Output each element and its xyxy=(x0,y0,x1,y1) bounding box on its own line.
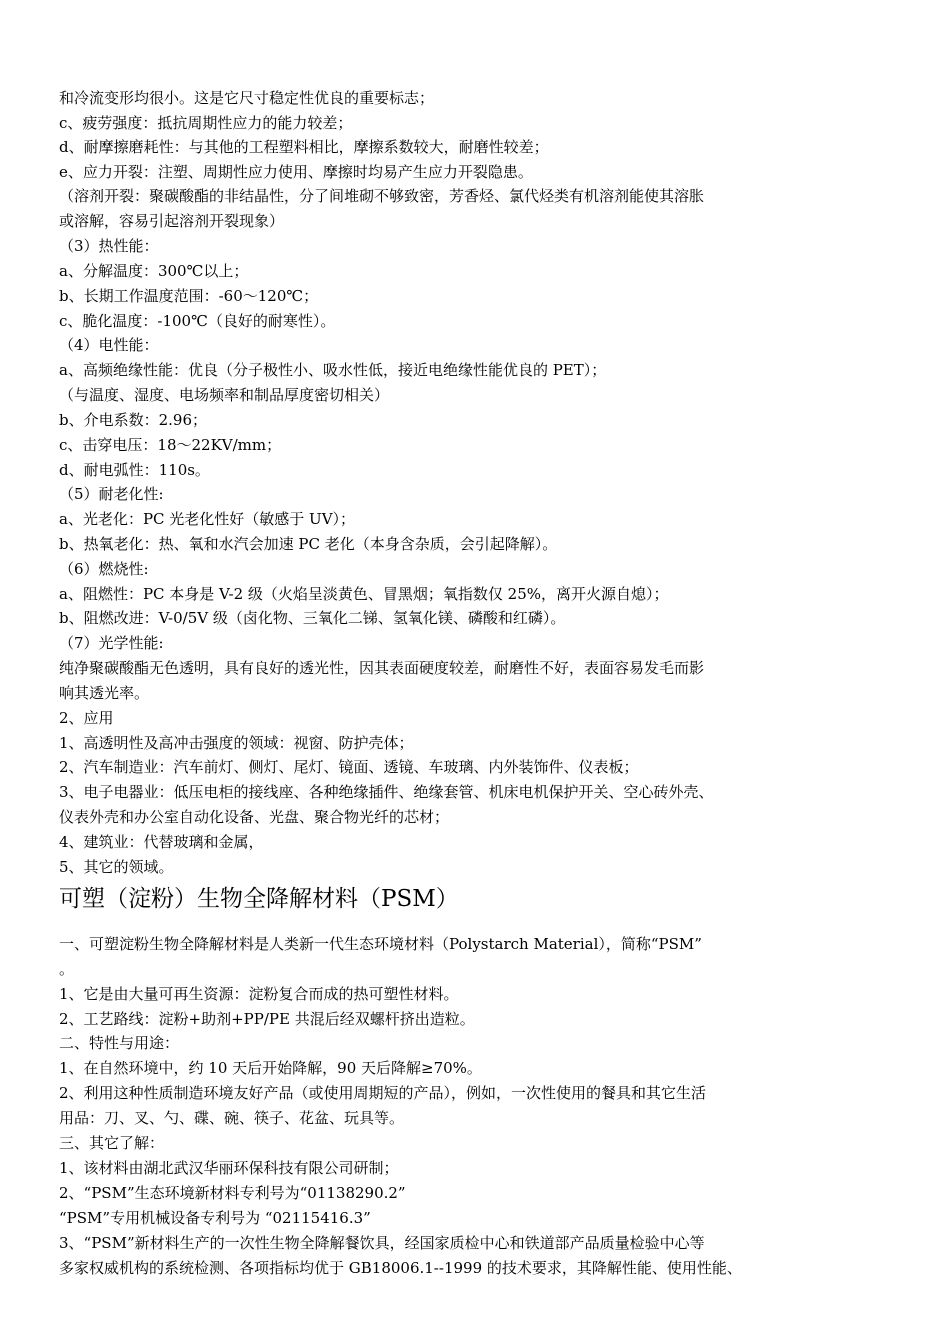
text-line: 或溶解，容易引起溶剂开裂现象） xyxy=(59,212,285,230)
text-line: e、应力开裂：注塑、周期性应力使用、摩擦时均易产生应力开裂隐患。 xyxy=(59,163,533,181)
text-line: 。 xyxy=(59,960,75,978)
text-line: 2、应用 xyxy=(59,709,114,727)
text-line: 多家权威机构的系统检测、各项指标均优于 GB18006.1--1999 的技术要求，其降解性能、使用性能、 xyxy=(59,1259,742,1277)
text-line: “PSM”专用机械设备专利号为 “02115416.3” xyxy=(59,1209,371,1227)
text-line: 2、汽车制造业：汽车前灯、侧灯、尾灯、镜面、透镜、车玻璃、内外装饰件、仪表板； xyxy=(59,758,639,776)
text-line: 一、可塑淀粉生物全降解材料是人类新一代生态环境材料（Polystarch Material），简称“PSM” xyxy=(59,935,702,953)
text-line: b、热氧老化：热、氧和水汽会加速 PC 老化（本身含杂质，会引起降解）。 xyxy=(59,535,558,553)
text-line: 纯净聚碳酸酯无色透明，具有良好的透光性，因其表面硬度较差，耐磨性不好，表面容易发毛而影 xyxy=(59,659,705,677)
text-line: （3）热性能： xyxy=(59,237,159,255)
text-line: b、阻燃改进：V-0/5V 级（卤化物、三氧化二锑、氢氧化镁、磷酸和红磷）。 xyxy=(59,609,566,627)
text-line: 二、特性与用途： xyxy=(59,1034,180,1052)
text-line: 4、建筑业：代替玻璃和金属， xyxy=(59,833,264,851)
text-line: 1、该材料由湖北武汉华丽环保科技有限公司研制； xyxy=(59,1159,399,1177)
text-line: b、介电系数：2.96； xyxy=(59,411,208,429)
text-line: 1、它是由大量可再生资源：淀粉复合而成的热可塑性材料。 xyxy=(59,985,459,1003)
text-line: d、耐电弧性：110s。 xyxy=(59,461,210,479)
text-line: 和冷流变形均很小。这是它尺寸稳定性优良的重要标志； xyxy=(59,89,435,107)
text-line: 2、“PSM”生态环境新材料专利号为“01138290.2” xyxy=(59,1184,406,1202)
text-line: 3、“PSM”新材料生产的一次性生物全降解餐饮具，经国家质检中心和铁道部产品质量检验中心等 xyxy=(59,1234,705,1252)
text-line: （5）耐老化性: xyxy=(59,485,164,503)
text-line: （与温度、湿度、电场频率和制品厚度密切相关） xyxy=(59,386,390,404)
text-line: 仪表外壳和办公室自动化设备、光盘、聚合物光纤的芯材； xyxy=(59,808,450,826)
text-line: c、脆化温度：-100℃（良好的耐寒性）。 xyxy=(59,312,336,330)
text-line: 用品：刀、叉、勺、碟、碗、筷子、花盆、玩具等。 xyxy=(59,1109,405,1127)
text-line: 3、电子电器业：低压电柜的接线座、各种绝缘插件、绝缘套管、机床电机保护开关、空心砖外壳、 xyxy=(59,783,714,801)
text-line: 响其透光率。 xyxy=(59,684,150,702)
text-line: a、高频绝缘性能：优良（分子极性小、吸水性低，接近电绝缘性能优良的 PET）； xyxy=(59,361,607,379)
text-line: 5、其它的领域。 xyxy=(59,858,174,876)
text-line: （溶剂开裂：聚碳酸酯的非结晶性，分了间堆砌不够致密，芳香烃、氯代烃类有机溶剂能使其溶胀 xyxy=(59,187,705,205)
text-line: a、分解温度：300℃以上； xyxy=(59,262,249,280)
text-line: a、光老化：PC 光老化性好（敏感于 UV）； xyxy=(59,510,356,528)
text-line: （7）光学性能: xyxy=(59,634,164,652)
section-title: 可塑（淀粉）生物全降解材料（PSM） xyxy=(59,886,459,912)
text-line: （6）燃烧性: xyxy=(59,560,149,578)
text-line: 1、高透明性及高冲击强度的领域：视窗、防护壳体； xyxy=(59,734,414,752)
text-line: b、长期工作温度范围：-60～120℃； xyxy=(59,287,319,305)
text-line: （4）电性能： xyxy=(59,336,159,354)
text-line: 三、其它了解： xyxy=(59,1134,165,1152)
text-line: 2、利用这种性质制造环境友好产品（或使用周期短的产品），例如，一次性使用的餐具和其它生活 xyxy=(59,1084,707,1102)
text-line: c、击穿电压：18～22KV/mm； xyxy=(59,436,282,454)
text-line: a、阻燃性：PC 本身是 V-2 级（火焰呈淡黄色、冒黑烟；氧指数仅 25%，离开火源自熄）； xyxy=(59,585,669,603)
text-line: 2、工艺路线：淀粉+助剂+PP/PE 共混后经双螺杆挤出造粒。 xyxy=(59,1010,475,1028)
text-line: c、疲劳强度：抵抗周期性应力的能力较差； xyxy=(59,114,353,132)
text-line: d、耐摩擦磨耗性：与其他的工程塑料相比，摩擦系数较大，耐磨性较差； xyxy=(59,138,549,156)
text-line: 1、在自然环境中，约 10 天后开始降解，90 天后降解≥70%。 xyxy=(59,1059,482,1077)
